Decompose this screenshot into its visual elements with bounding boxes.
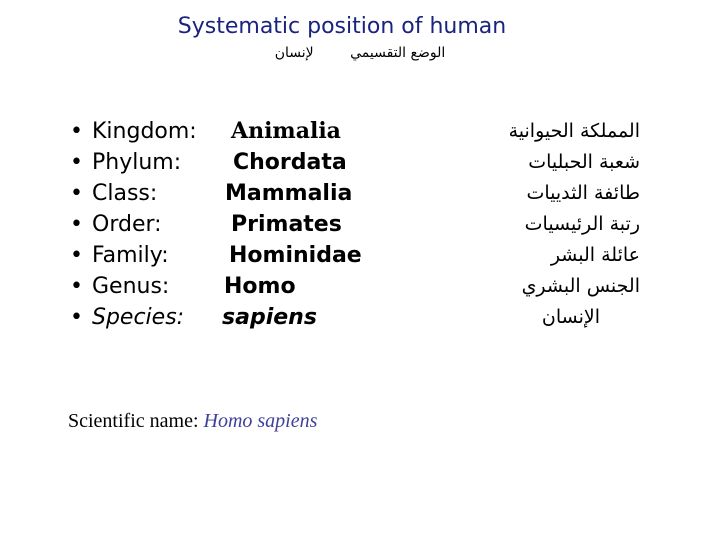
- arabic-name: المملكة الحيوانية: [508, 120, 640, 142]
- arabic-name: شعبة الحبليات: [528, 151, 640, 173]
- scientific-name: [68, 410, 317, 433]
- taxonomy-row-species: [0, 302, 720, 333]
- arabic-subtitle: [0, 45, 720, 61]
- arabic-name: عائلة البشر: [550, 244, 640, 266]
- bullet-icon: •: [70, 181, 83, 206]
- rank-label: Order:: [92, 212, 162, 237]
- rank-label: Species:: [92, 305, 185, 330]
- arabic-name: رتبة الرئيسيات: [524, 213, 640, 235]
- arabic-name: الإنسان: [541, 306, 600, 328]
- bullet-icon: •: [70, 119, 83, 144]
- taxonomy-list: [0, 116, 720, 333]
- latin-name: Hominidae: [229, 243, 362, 268]
- arabic-name: طائفة الثدييات: [526, 182, 640, 204]
- scientific-name-value: Homo sapiens: [203, 410, 318, 432]
- subtitle-left: لإنسان: [274, 45, 314, 61]
- bullet-icon: •: [70, 150, 83, 175]
- taxonomy-row-family: [0, 240, 720, 271]
- rank-label: Phylum:: [92, 150, 182, 175]
- bullet-icon: •: [70, 243, 83, 268]
- rank-label: Family:: [92, 243, 169, 268]
- arabic-name: الجنس البشري: [521, 275, 640, 297]
- page-title: Systematic position of human: [177, 14, 507, 39]
- rank-label: Class:: [92, 181, 158, 206]
- taxonomy-row-phylum: [0, 147, 720, 178]
- subtitle-right: الوضع التقسيمي: [350, 45, 446, 61]
- latin-name: sapiens: [222, 305, 317, 330]
- taxonomy-row-class: [0, 178, 720, 209]
- latin-name: Animalia: [231, 118, 341, 144]
- bullet-icon: •: [70, 212, 83, 237]
- scientific-name-label: Scientific name:: [68, 410, 199, 432]
- rank-label: Kingdom:: [92, 119, 197, 144]
- taxonomy-row-genus: [0, 271, 720, 302]
- rank-label: Genus:: [92, 274, 170, 299]
- taxonomy-row-kingdom: [0, 116, 720, 147]
- bullet-icon: •: [70, 305, 83, 330]
- latin-name: Mammalia: [225, 181, 353, 206]
- latin-name: Primates: [231, 212, 342, 237]
- latin-name: Homo: [224, 274, 296, 299]
- taxonomy-row-order: [0, 209, 720, 240]
- bullet-icon: •: [70, 274, 83, 299]
- latin-name: Chordata: [233, 150, 347, 175]
